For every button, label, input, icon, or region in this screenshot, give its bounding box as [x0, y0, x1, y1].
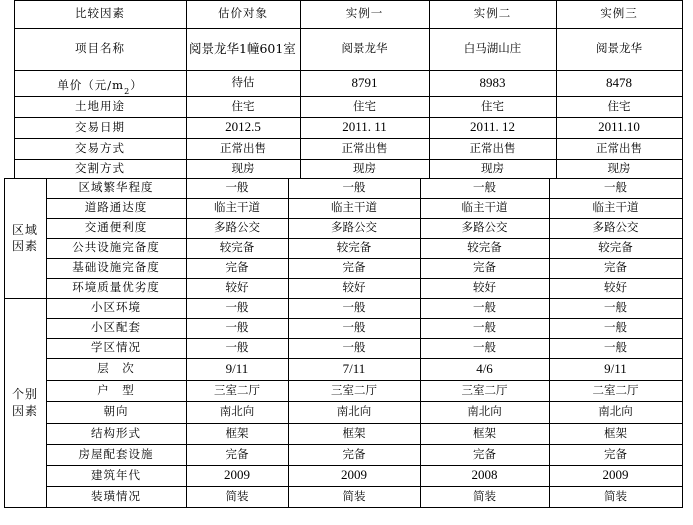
grid-vline: [682, 0, 683, 178]
case2-value: 一般: [473, 320, 496, 335]
row-label: 交易日期: [75, 119, 125, 134]
subject-value: 9/11: [225, 360, 249, 376]
case2-value: 住宅: [481, 98, 504, 113]
subject-value: 简装: [225, 488, 249, 503]
row-label: 交割方式: [75, 160, 125, 175]
case3-value: 完备: [604, 446, 627, 461]
grid-hline: [14, 0, 683, 1]
row-label-unit-price: 单价（元/m 2 ）: [57, 77, 143, 96]
case2-value: 框架: [473, 425, 496, 440]
header-case3: 实例三: [600, 6, 638, 21]
grid-hline: [4, 507, 683, 508]
case1-value: 简装: [342, 488, 366, 503]
case3-value: 2009: [602, 467, 629, 483]
case3-value: 正常出售: [596, 140, 642, 155]
subject-value: 正常出售: [220, 140, 266, 155]
subject-value: 一般: [225, 300, 249, 315]
subject-value: 三室二厅: [214, 382, 260, 397]
case2-value: 多路公交: [461, 220, 508, 235]
row-label: 小区配套: [91, 320, 141, 335]
case1-value: 一般: [342, 320, 366, 335]
case1-value: 现房: [353, 160, 376, 175]
case1-value: 较好: [342, 280, 366, 295]
case3-value: 框架: [604, 425, 627, 440]
case2-value: 白马湖山庄: [463, 41, 522, 56]
case1-value: 多路公交: [331, 220, 377, 235]
grid-hline: [14, 28, 683, 29]
grid-vline: [186, 0, 187, 178]
case1-value: 框架: [342, 425, 366, 440]
case1-value: 7/11: [342, 360, 366, 376]
subject-value: 多路公交: [214, 220, 260, 235]
case1-value: 一般: [342, 300, 366, 315]
grid-hline: [46, 358, 683, 359]
grid-vline: [14, 0, 15, 178]
case3-value: 住宅: [607, 98, 631, 113]
case1-value: 一般: [342, 340, 366, 355]
subject-value: 一般: [225, 340, 249, 355]
row-label: 区域繁华程度: [78, 180, 154, 195]
subject-value: 较好: [225, 280, 249, 295]
case3-value: 现房: [607, 160, 631, 175]
case3-value: 二室二厅: [592, 382, 639, 397]
subject-value: 阅景龙华1幢601室: [189, 41, 296, 57]
case1-value: 三室二厅: [331, 382, 377, 397]
case1-value: 8791: [351, 74, 378, 90]
case3-value: 9/11: [604, 360, 627, 376]
case1-value: 南北向: [336, 404, 372, 419]
grid-hline: [46, 465, 683, 466]
grid-vline: [4, 178, 5, 507]
row-label: 交通便利度: [84, 220, 148, 235]
case3-value: 一般: [604, 180, 627, 195]
grid-hline: [46, 198, 683, 199]
case2-value: 一般: [473, 180, 496, 195]
grid-hline: [46, 318, 683, 319]
case1-value: 正常出售: [341, 140, 388, 155]
subject-value: 现房: [231, 160, 255, 175]
case2-value: 简装: [473, 488, 496, 503]
row-label: 户 型: [97, 382, 135, 397]
case2-value: 完备: [473, 260, 496, 275]
row-label: 交易方式: [75, 140, 125, 155]
grid-hline: [46, 338, 683, 339]
case3-value: 多路公交: [592, 220, 639, 235]
row-label: 学区情况: [91, 340, 141, 355]
case2-value: 2008: [471, 467, 498, 483]
case2-value: 一般: [473, 340, 496, 355]
row-label: 层 次: [97, 361, 135, 376]
subject-value: 临主干道: [214, 200, 260, 215]
row-label: 结构形式: [91, 425, 141, 440]
grid-vline: [300, 0, 301, 178]
grid-hline: [46, 258, 683, 259]
row-label: 公共设施完备度: [72, 240, 160, 255]
case1-value: 完备: [342, 260, 366, 275]
case2-value: 较好: [473, 280, 496, 295]
case3-value: 一般: [604, 320, 627, 335]
regional-group-label-line1: 区域: [11, 222, 38, 237]
unit-price-label-text: 单价（元/m: [57, 77, 125, 92]
case1-value: 2009: [341, 467, 367, 483]
row-label: 土地用途: [75, 98, 125, 113]
case1-value: 较完备: [336, 240, 372, 255]
case2-value: 三室二厅: [461, 382, 508, 397]
case3-value: 较完备: [598, 240, 633, 255]
grid-hline: [14, 138, 683, 139]
row-label: 环境质量优劣度: [72, 280, 160, 295]
grid-vline: [420, 178, 421, 507]
grid-vline: [288, 178, 289, 507]
row-label: 道路通达度: [84, 200, 148, 215]
subject-value: 住宅: [231, 98, 255, 113]
case2-value: 8983: [479, 74, 506, 90]
grid-hline: [4, 298, 683, 299]
row-label: 房屋配套设施: [78, 446, 154, 461]
subject-value: 框架: [225, 425, 249, 440]
case1-value: 住宅: [353, 98, 376, 113]
grid-hline: [46, 401, 683, 402]
grid-hline: [4, 178, 683, 179]
case2-value: 较完备: [467, 240, 502, 255]
grid-hline: [14, 117, 683, 118]
subject-value: 待估: [231, 75, 255, 90]
regional-group-label: [4, 178, 46, 298]
case1-value: 2011. 11: [342, 119, 387, 135]
grid-hline: [46, 238, 683, 239]
case2-value: 2011. 12: [469, 119, 516, 135]
grid-vline: [429, 0, 430, 178]
grid-vline: [556, 0, 557, 178]
individual-group-label-line2: 因素: [11, 403, 38, 418]
subject-value: 较完备: [219, 240, 255, 255]
case2-value: 临主干道: [461, 200, 508, 215]
subject-value: 南北向: [219, 404, 255, 419]
subject-value: 一般: [225, 320, 249, 335]
grid-hline: [46, 444, 683, 445]
case3-value: 完备: [604, 260, 627, 275]
subject-value: 2009: [224, 467, 250, 483]
grid-hline: [14, 70, 683, 71]
case3-value: 南北向: [598, 404, 633, 419]
unit-price-label-suffix: ）: [130, 77, 143, 92]
row-label: 小区环境: [91, 300, 141, 315]
grid-vline: [549, 178, 550, 507]
header-subject: 估价对象: [218, 6, 268, 21]
case3-value: 简装: [604, 488, 627, 503]
case3-value: 较好: [604, 280, 627, 295]
row-label: 基础设施完备度: [72, 260, 160, 275]
grid-hline: [46, 423, 683, 424]
grid-hline: [46, 218, 683, 219]
grid-hline: [14, 96, 683, 97]
case2-value: 4/6: [476, 360, 493, 376]
subject-value: 一般: [225, 180, 249, 195]
header-factor: 比较因素: [75, 6, 125, 21]
case3-value: 一般: [604, 340, 627, 355]
grid-hline: [14, 159, 683, 160]
grid-vline: [46, 178, 47, 507]
grid-hline: [46, 380, 683, 381]
case1-value: 一般: [342, 180, 366, 195]
individual-group-label: [4, 298, 46, 507]
row-label: 朝向: [103, 404, 129, 419]
case2-value: 现房: [481, 160, 504, 175]
case2-value: 正常出售: [469, 140, 516, 155]
case1-value: 完备: [342, 446, 366, 461]
header-case1: 实例一: [345, 6, 384, 21]
regional-group-label-line2: 因素: [11, 239, 38, 253]
row-label: 建筑年代: [91, 467, 141, 482]
individual-group-label-line1: 个别: [11, 387, 38, 402]
case3-value: 临主干道: [592, 200, 639, 215]
case1-value: 阅景龙华: [341, 41, 388, 56]
case3-value: 2011.10: [598, 119, 640, 135]
row-label: 装璜情况: [91, 488, 141, 503]
case3-value: 阅景龙华: [596, 41, 642, 56]
subject-value: 完备: [225, 446, 249, 461]
case2-value: 完备: [473, 446, 496, 461]
grid-hline: [46, 486, 683, 487]
grid-hline: [46, 278, 683, 279]
grid-vline: [186, 178, 187, 507]
case3-value: 8478: [606, 74, 632, 90]
grid-vline: [682, 178, 683, 507]
case2-value: 一般: [473, 300, 496, 315]
subject-value: 2012.5: [225, 119, 261, 135]
row-label: 项目名称: [75, 41, 125, 56]
case3-value: 一般: [604, 300, 627, 315]
header-case2: 实例二: [473, 6, 512, 21]
case1-value: 临主干道: [331, 200, 377, 215]
subject-value: 完备: [225, 260, 249, 275]
case2-value: 南北向: [467, 404, 502, 419]
